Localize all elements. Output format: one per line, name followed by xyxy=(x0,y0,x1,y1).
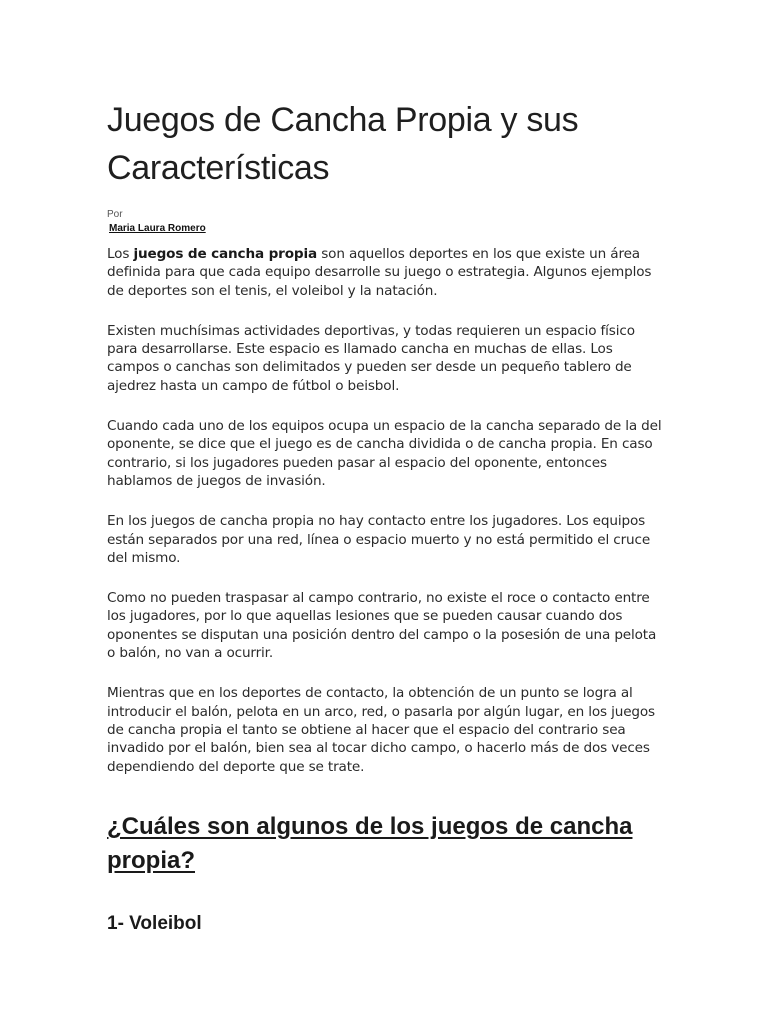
byline xyxy=(107,208,667,235)
author-link[interactable]: Maria Laura Romero xyxy=(109,223,206,234)
paragraph-intro xyxy=(107,245,667,300)
paragraph: Como no pueden traspasar al campo contrario, no existe el roce o contacto entre los jugadores, por lo que aquellas lesiones que se pueden causar cuando dos oponentes se disputan una posición dentro del campo o la posesión de una pelota o balón, no van a ocurrir. xyxy=(107,590,657,662)
paragraph: En los juegos de cancha propia no hay contacto entre los jugadores. Los equipos están separados por una red, línea o espacio muerto y no está permitido el cruce del mismo. xyxy=(107,513,651,566)
paragraph: Existen muchísimas actividades deportivas, y todas requieren un espacio físico para desarrollarse. Este espacio es llamado cancha en muchas de ellas. Los campos o canchas son delimitados y pueden ser desde un pequeño tablero de ajedrez hasta un campo de fútbol o beisbol. xyxy=(107,322,635,394)
intro-rest: son aquellos deportes en los que existe un área definida para que cada equipo desarrolle su juego o estrategia. Algunos ejemplos de deportes son el tenis, el voleibol y la natación. xyxy=(107,246,652,299)
section-heading: ¿Cuáles son algunos de los juegos de cancha propia? xyxy=(107,812,633,874)
document-page xyxy=(107,96,667,936)
subsection-heading: 1- Voleibol xyxy=(107,912,202,934)
article-body xyxy=(107,245,667,776)
article-title: Juegos de Cancha Propia y sus Características xyxy=(107,101,579,187)
paragraph: Cuando cada uno de los equipos ocupa un espacio de la cancha separado de la del oponente, se dice que el juego es de cancha dividida o de cancha propia. En caso contrario, si los jugadores pueden pasar al espacio del oponente, entonces hablamos de juegos de invasión. xyxy=(107,418,662,489)
intro-bold-term: juegos de cancha propia xyxy=(133,246,318,262)
paragraph: Mientras que en los deportes de contacto, la obtención de un punto se logra al introducir el balón, pelota en un arco, red, o pasarla por algún lugar, en los juegos de cancha propia el tanto se obtiene al hacer que el espacio del contrario sea invadido por el balón, bien sea al tocar dicho campo, o hacerlo más de dos veces dependiendo del deporte que se trate. xyxy=(107,685,655,775)
intro-lead: Los xyxy=(107,246,134,262)
byline-prefix: Por xyxy=(107,209,123,220)
